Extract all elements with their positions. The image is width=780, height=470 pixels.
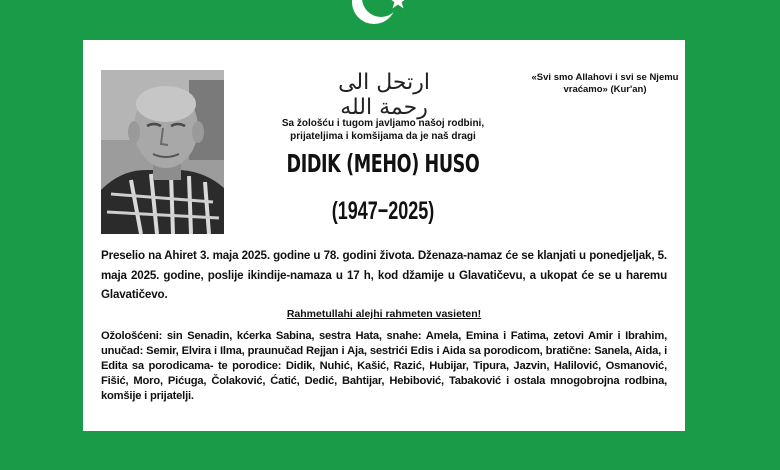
portrait-photo	[101, 70, 224, 234]
deceased-name: DIDIK (MEHO) HUSO	[286, 149, 480, 178]
prayer-line	[101, 308, 667, 320]
arabic-heading: ارتحل الى رحمة الله	[338, 70, 430, 120]
announcement-text: Preselio na Ahiret 3. maja 2025. godine u 78. godini života. Dženaza-namaz će se klanjati u ponedjeljak, 5. maja 2025. godine, poslije ikindije-namaza u 17 h, kod džamije u Glavatičevu, a ukopat će se u haremu Glavatičevo.	[101, 249, 667, 301]
mourners-list: Ožološćeni: sin Senadin, kćerka Sabina, sestra Hata, snahe: Amela, Emina i Fatima, zetovi Amir i Ibrahim, unučad: Semir, Elvira i Ilma, praunučad Rejjan i Aja, sestrići Edis i Aida sa porodicom, bratične: Sanela, Aida, i Edita sa porodicama- te porodice: Didik, Nuhić, Kašić, Razić, Hubijar, Tipura, Jazvin, Halilović, Osmanović, Fišić, Moro, Pićuga, Čolaković, Ćatić, Dedić, Bahtijar, Hebibović, Tabaković i ostala mnogobrojna rodbina, komšije i prijatelji.	[101, 330, 667, 402]
crescent-and-star-icon	[350, 0, 414, 28]
obituary-card	[83, 40, 685, 431]
quran-quote: «Svi smo Allahovi i svi se Njemu vraćamo» (Kur'an)	[531, 72, 679, 95]
intro-text: Sa žološću i tugom javljamo našoj rodbini, prijateljima i komšijama da je naš dragi	[281, 118, 485, 142]
prayer-text: Rahmetullahi alejhi rahmeten vasieten!	[286, 308, 482, 320]
life-years: (1947−2025)	[331, 197, 435, 225]
crescent-wrap	[350, 0, 414, 28]
